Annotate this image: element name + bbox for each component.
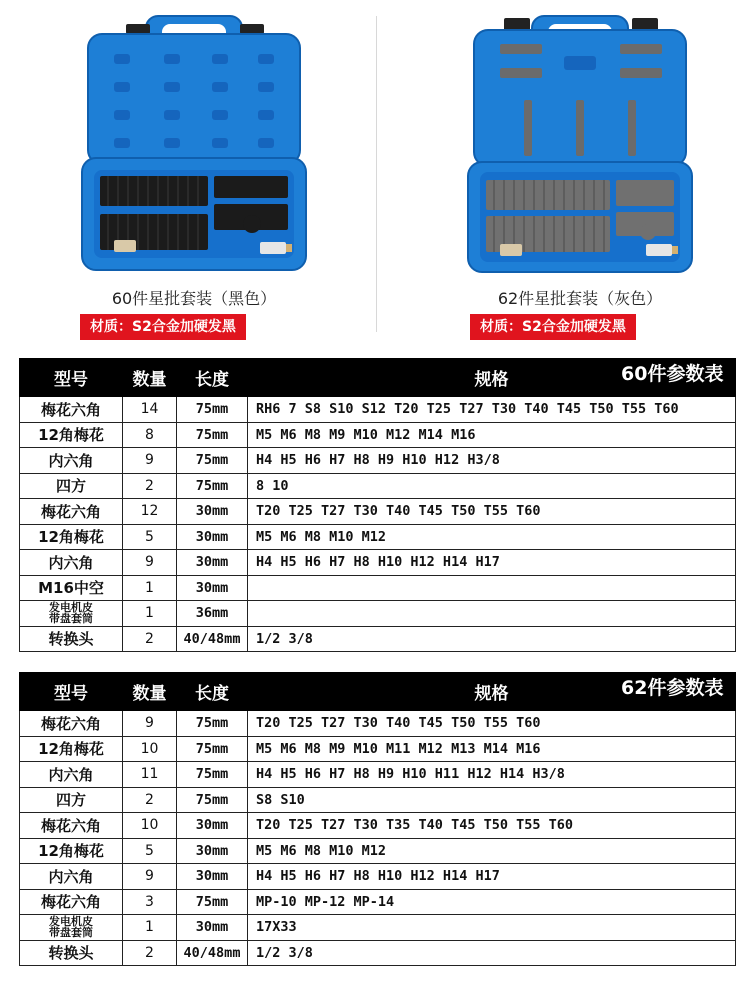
spec-cell: 1/2 3/8 [248, 940, 736, 966]
qty-cell: 1 [123, 575, 177, 601]
table-row [20, 550, 736, 576]
spec-cell: 8 10 [248, 473, 736, 499]
type-cell: 12角梅花 [20, 422, 123, 448]
type-cell: 12角梅花 [20, 736, 123, 762]
length-cell: 30mm [177, 524, 248, 550]
length-cell: 30mm [177, 499, 248, 525]
length-cell: 75mm [177, 473, 248, 499]
table-row [20, 889, 736, 915]
length-cell: 75mm [177, 787, 248, 813]
type-cell: 内六角 [20, 550, 123, 576]
header-spec-cell [248, 673, 736, 711]
table-header-row [20, 359, 736, 397]
header-length: 长度 [177, 673, 248, 711]
length-cell: 30mm [177, 915, 248, 941]
header-length: 长度 [177, 359, 248, 397]
length-cell: 75mm [177, 422, 248, 448]
table-row [20, 711, 736, 737]
toolcase-gray-bits-image [460, 10, 700, 278]
table-row [20, 499, 736, 525]
type-cell: 梅花六角 [20, 889, 123, 915]
length-cell: 75mm [177, 889, 248, 915]
table-row [20, 762, 736, 788]
spec-cell: T20 T25 T27 T30 T40 T45 T50 T55 T60 [248, 711, 736, 737]
length-cell: 75mm [177, 762, 248, 788]
product-caption: 62件星批套装（灰色） [497, 289, 663, 308]
qty-cell: 14 [123, 397, 177, 423]
spec-cell: RH6 7 S8 S10 S12 T20 T25 T27 T30 T40 T45 T50 T55 T60 [248, 397, 736, 423]
length-cell: 30mm [177, 550, 248, 576]
spec-table-body [20, 359, 736, 652]
length-cell: 75mm [177, 397, 248, 423]
type-cell: 梅花六角 [20, 397, 123, 423]
spec-cell: MP-10 MP-12 MP-14 [248, 889, 736, 915]
spec-cell: H4 H5 H6 H7 H8 H9 H10 H11 H12 H14 H3/8 [248, 762, 736, 788]
type-cell: 梅花六角 [20, 813, 123, 839]
table-title: 60件参数表 [621, 362, 724, 385]
qty-cell: 1 [123, 915, 177, 941]
length-cell: 75mm [177, 711, 248, 737]
qty-cell: 5 [123, 524, 177, 550]
vertical-divider [376, 16, 377, 332]
spec-table-60pc [19, 358, 736, 652]
header-qty: 数量 [123, 359, 177, 397]
type-cell: 内六角 [20, 864, 123, 890]
qty-cell: 5 [123, 838, 177, 864]
qty-cell: 10 [123, 813, 177, 839]
qty-cell: 9 [123, 550, 177, 576]
header-type: 型号 [20, 673, 123, 711]
material-badge: 材质：S2合金加硬发黑 [470, 314, 636, 340]
type-cell: 内六角 [20, 762, 123, 788]
table-row [20, 473, 736, 499]
product-caption: 60件星批套装（黑色） [111, 289, 277, 308]
type-line: 带盘套筒 [49, 926, 93, 940]
spec-cell: H4 H5 H6 H7 H8 H10 H12 H14 H17 [248, 864, 736, 890]
table-title: 62件参数表 [621, 676, 724, 699]
length-cell: 40/48mm [177, 940, 248, 966]
table-header-row [20, 673, 736, 711]
table-row [20, 524, 736, 550]
spec-cell: T20 T25 T27 T30 T40 T45 T50 T55 T60 [248, 499, 736, 525]
spec-cell: S8 S10 [248, 787, 736, 813]
spec-table-body [20, 673, 736, 966]
spec-table-62pc [19, 672, 736, 966]
qty-cell: 11 [123, 762, 177, 788]
qty-cell: 2 [123, 473, 177, 499]
table-row [20, 601, 736, 627]
spec-cell: M5 M6 M8 M9 M10 M12 M14 M16 [248, 422, 736, 448]
type-cell: 梅花六角 [20, 499, 123, 525]
product-60pc [44, 10, 344, 335]
qty-cell: 9 [123, 864, 177, 890]
length-cell: 30mm [177, 838, 248, 864]
length-cell: 75mm [177, 448, 248, 474]
qty-cell: 1 [123, 601, 177, 627]
type-cell: 转换头 [20, 626, 123, 652]
product-images-section [0, 0, 750, 345]
header-type: 型号 [20, 359, 123, 397]
product-62pc [430, 10, 730, 335]
spec-cell [248, 575, 736, 601]
spec-cell: M5 M6 M8 M10 M12 [248, 838, 736, 864]
type-cell: 四方 [20, 473, 123, 499]
toolcase-black-bits-image [74, 10, 314, 278]
qty-cell: 9 [123, 711, 177, 737]
spec-cell: M5 M6 M8 M10 M12 [248, 524, 736, 550]
spec-cell [248, 601, 736, 627]
length-cell: 30mm [177, 864, 248, 890]
type-cell: 12角梅花 [20, 524, 123, 550]
table-row [20, 397, 736, 423]
table-row [20, 787, 736, 813]
type-cell: 四方 [20, 787, 123, 813]
type-cell: M16中空 [20, 575, 123, 601]
table-row [20, 838, 736, 864]
table-row [20, 422, 736, 448]
length-cell: 30mm [177, 575, 248, 601]
qty-cell: 8 [123, 422, 177, 448]
type-cell: 转换头 [20, 940, 123, 966]
qty-cell: 2 [123, 787, 177, 813]
spec-cell: H4 H5 H6 H7 H8 H9 H10 H12 H3/8 [248, 448, 736, 474]
table-row [20, 940, 736, 966]
type-line: 发电机皮 [49, 915, 93, 929]
table-row [20, 575, 736, 601]
material-badge: 材质：S2合金加硬发黑 [80, 314, 246, 340]
header-spec: 规格 [474, 684, 509, 704]
type-cell: 梅花六角 [20, 711, 123, 737]
type-line: 发电机皮 [49, 601, 93, 615]
length-cell: 40/48mm [177, 626, 248, 652]
table-row [20, 736, 736, 762]
length-cell: 75mm [177, 736, 248, 762]
spec-cell: T20 T25 T27 T30 T35 T40 T45 T50 T55 T60 [248, 813, 736, 839]
spec-cell: H4 H5 H6 H7 H8 H10 H12 H14 H17 [248, 550, 736, 576]
header-spec: 规格 [474, 370, 509, 390]
spec-cell: 1/2 3/8 [248, 626, 736, 652]
type-cell: 内六角 [20, 448, 123, 474]
table-row [20, 813, 736, 839]
table-row [20, 626, 736, 652]
qty-cell: 2 [123, 626, 177, 652]
header-qty: 数量 [123, 673, 177, 711]
header-spec-cell [248, 359, 736, 397]
type-cell [20, 915, 123, 941]
type-cell: 12角梅花 [20, 838, 123, 864]
type-cell [20, 601, 123, 627]
qty-cell: 3 [123, 889, 177, 915]
type-line: 带盘套筒 [49, 612, 93, 626]
length-cell: 30mm [177, 813, 248, 839]
qty-cell: 12 [123, 499, 177, 525]
spec-cell: M5 M6 M8 M9 M10 M11 M12 M13 M14 M16 [248, 736, 736, 762]
table-row [20, 915, 736, 941]
qty-cell: 10 [123, 736, 177, 762]
qty-cell: 9 [123, 448, 177, 474]
table-row [20, 448, 736, 474]
table-row [20, 864, 736, 890]
length-cell: 36mm [177, 601, 248, 627]
spec-cell: 17X33 [248, 915, 736, 941]
qty-cell: 2 [123, 940, 177, 966]
